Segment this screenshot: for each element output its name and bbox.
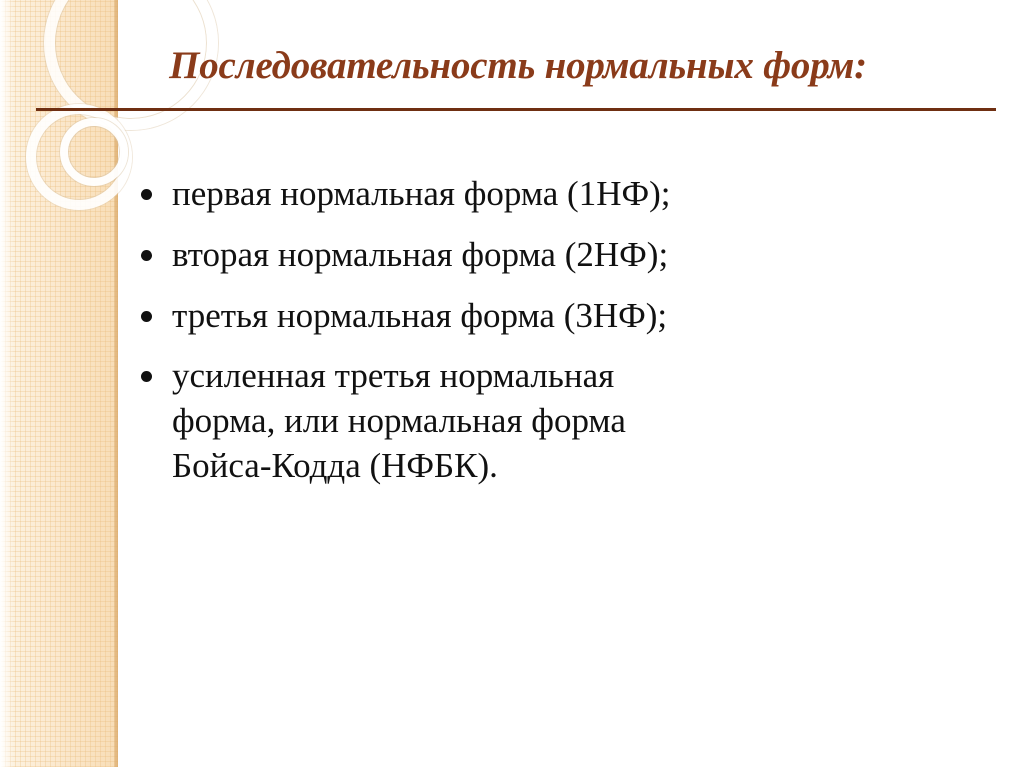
- bullet-dot-icon: [141, 371, 152, 382]
- list-item-label: вторая нормальная форма (2НФ);: [172, 234, 669, 274]
- bullet-dot-icon: [141, 189, 152, 200]
- list-item: [136, 172, 966, 217]
- title-divider: [36, 108, 996, 111]
- list-item-label: первая нормальная форма (1НФ);: [172, 174, 671, 213]
- list-item: [136, 294, 966, 339]
- list-item-label: третья нормальная форма (3НФ);: [172, 295, 668, 335]
- bullet-dot-icon: [141, 250, 152, 261]
- list-item-label: усиленная третья нормальная форма, или нормальная форма Бойса-Кодда (НФБК).: [172, 356, 626, 485]
- decorative-ring-small-icon: [60, 118, 128, 186]
- bullet-list: [136, 172, 966, 489]
- list-item: [136, 354, 966, 488]
- bullet-dot-icon: [141, 311, 152, 322]
- list-item: [136, 233, 966, 278]
- decorative-band-highlight: [0, 0, 14, 767]
- slide-title: Последовательность нормальных форм:: [169, 44, 867, 87]
